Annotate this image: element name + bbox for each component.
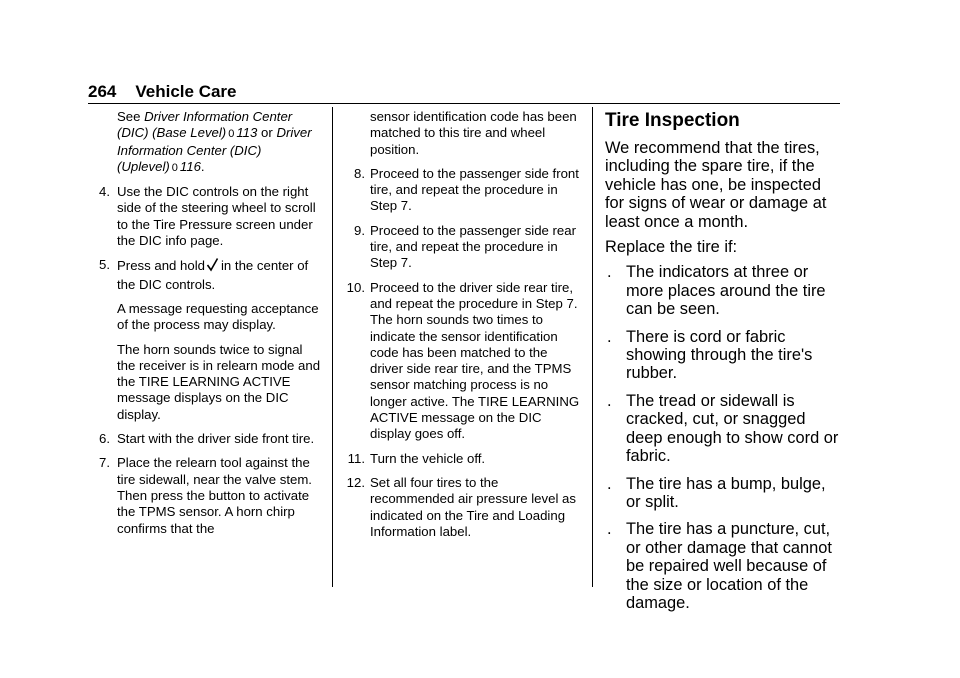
list-item-text: There is cord or fabric showing through the tire's rubber. (626, 327, 813, 383)
step-text: Set all four tires to the recommended air pressure level as indicated on the Tire and Loading Information label. (370, 474, 576, 539)
step-number: 6. (99, 431, 110, 447)
replace-criteria-list (605, 263, 841, 612)
see-reference-paragraph (88, 109, 324, 176)
column-divider-2 (592, 107, 593, 587)
list-item-text: The tire has a puncture, cut, or other damage that cannot be repaired well because of the size or location of the damage. (626, 520, 832, 612)
column-2 (341, 109, 583, 548)
step-number: 9. (354, 222, 365, 238)
list-item (605, 263, 841, 318)
step-text: Start with the driver side front tire. (117, 431, 315, 447)
link-dic-base-level[interactable]: Driver Information Center (DIC) (Base Level) (117, 109, 293, 141)
step-text: Place the relearn tool against the tire sidewall, near the valve stem. Then press the button to activate the TPMS sensor. A horn chirp confirms that the (117, 455, 312, 536)
list-item (605, 328, 841, 383)
step-text-pre: Press and hold (117, 258, 205, 274)
step-12 (341, 475, 583, 540)
bullet-dot-icon: . (607, 520, 612, 539)
step-5-note-1: A message requesting acceptance of the process may display. (117, 300, 319, 333)
step-text: Proceed to the driver side rear tire, and repeat the procedure in Step 7. The horn sounds two times to indicate the sensor identification code has been matched to the driver side rear tire, and the TPMS sensor matching process is no longer active. The TIRE LEARNING ACTIVE message on the DIC display goes off. (370, 279, 580, 442)
step-text-post: in the center of the DIC controls. (117, 258, 309, 292)
step-number: 10. (346, 279, 365, 295)
column-divider-1 (332, 107, 333, 587)
step-5 (88, 257, 324, 423)
link-dic-uplevel[interactable]: Driver Information Center (DIC) (Uplevel) (117, 125, 312, 174)
list-item (605, 475, 841, 512)
step-number: 4. (99, 184, 110, 200)
replace-if-label: Replace the tire if: (605, 238, 738, 257)
page-header (88, 80, 840, 104)
page-ref-arrow-icon: 0 (171, 161, 178, 174)
step-number: 12. (346, 474, 365, 490)
step-number: 11. (347, 450, 365, 466)
step-text: Proceed to the passenger side front tire, and repeat the procedure in Step 7. (370, 165, 579, 214)
bullet-dot-icon: . (607, 327, 612, 346)
column-3 (605, 110, 841, 621)
step-6 (88, 431, 324, 447)
intro-paragraph: We recommend that the tires, including the spare tire, if the vehicle has one, be inspected for signs of wear or damage at least once a month. (605, 139, 827, 231)
list-item-text: The indicators at three or more places around the tire can be seen. (626, 263, 826, 319)
list-item (605, 392, 841, 466)
step-7-continued: sensor identification code has been matched to this tire and wheel position. (370, 109, 577, 157)
step-8 (341, 166, 583, 215)
section-title: Vehicle Care (135, 82, 237, 101)
step-7 (88, 455, 324, 536)
link-page-113[interactable]: 113 (236, 125, 258, 141)
link-page-116[interactable]: 116 (179, 158, 201, 174)
bullet-dot-icon: . (607, 391, 612, 410)
bullet-dot-icon: . (607, 263, 612, 282)
ref-or: or (261, 125, 273, 141)
list-item-text: The tire has a bump, bulge, or split. (626, 474, 826, 511)
see-prefix: See (117, 109, 141, 124)
header-rule (88, 103, 840, 104)
list-item (605, 520, 841, 612)
step-5-note-2: The horn sounds twice to signal the receiver is in relearn mode and the TIRE LEARNING ACTIVE message displays on the DIC display. (117, 341, 321, 422)
tire-inspection-heading: Tire Inspection (605, 110, 740, 131)
step-4 (88, 184, 324, 249)
list-item-text: The tread or sidewall is cracked, cut, or snagged deep enough to show cord or fabric. (626, 391, 839, 466)
step-11 (341, 451, 583, 467)
step-10 (341, 280, 583, 443)
checkmark-icon (206, 257, 219, 276)
step-text: Turn the vehicle off. (370, 450, 486, 466)
step-9 (341, 223, 583, 272)
step-number: 8. (354, 165, 365, 181)
step-number: 7. (99, 455, 110, 471)
bullet-dot-icon: . (607, 474, 612, 493)
step-number: 5. (99, 257, 110, 273)
step-text: Proceed to the passenger side rear tire, and repeat the procedure in Step 7. (370, 222, 576, 271)
page-ref-arrow-icon: 0 (228, 128, 235, 141)
ref-end: . (200, 158, 205, 174)
page-number: 264 (88, 82, 117, 101)
column-1 (88, 109, 324, 545)
step-text: Use the DIC controls on the right side of the steering wheel to scroll to the Tire Pressure screen under the DIC info page. (117, 184, 316, 249)
